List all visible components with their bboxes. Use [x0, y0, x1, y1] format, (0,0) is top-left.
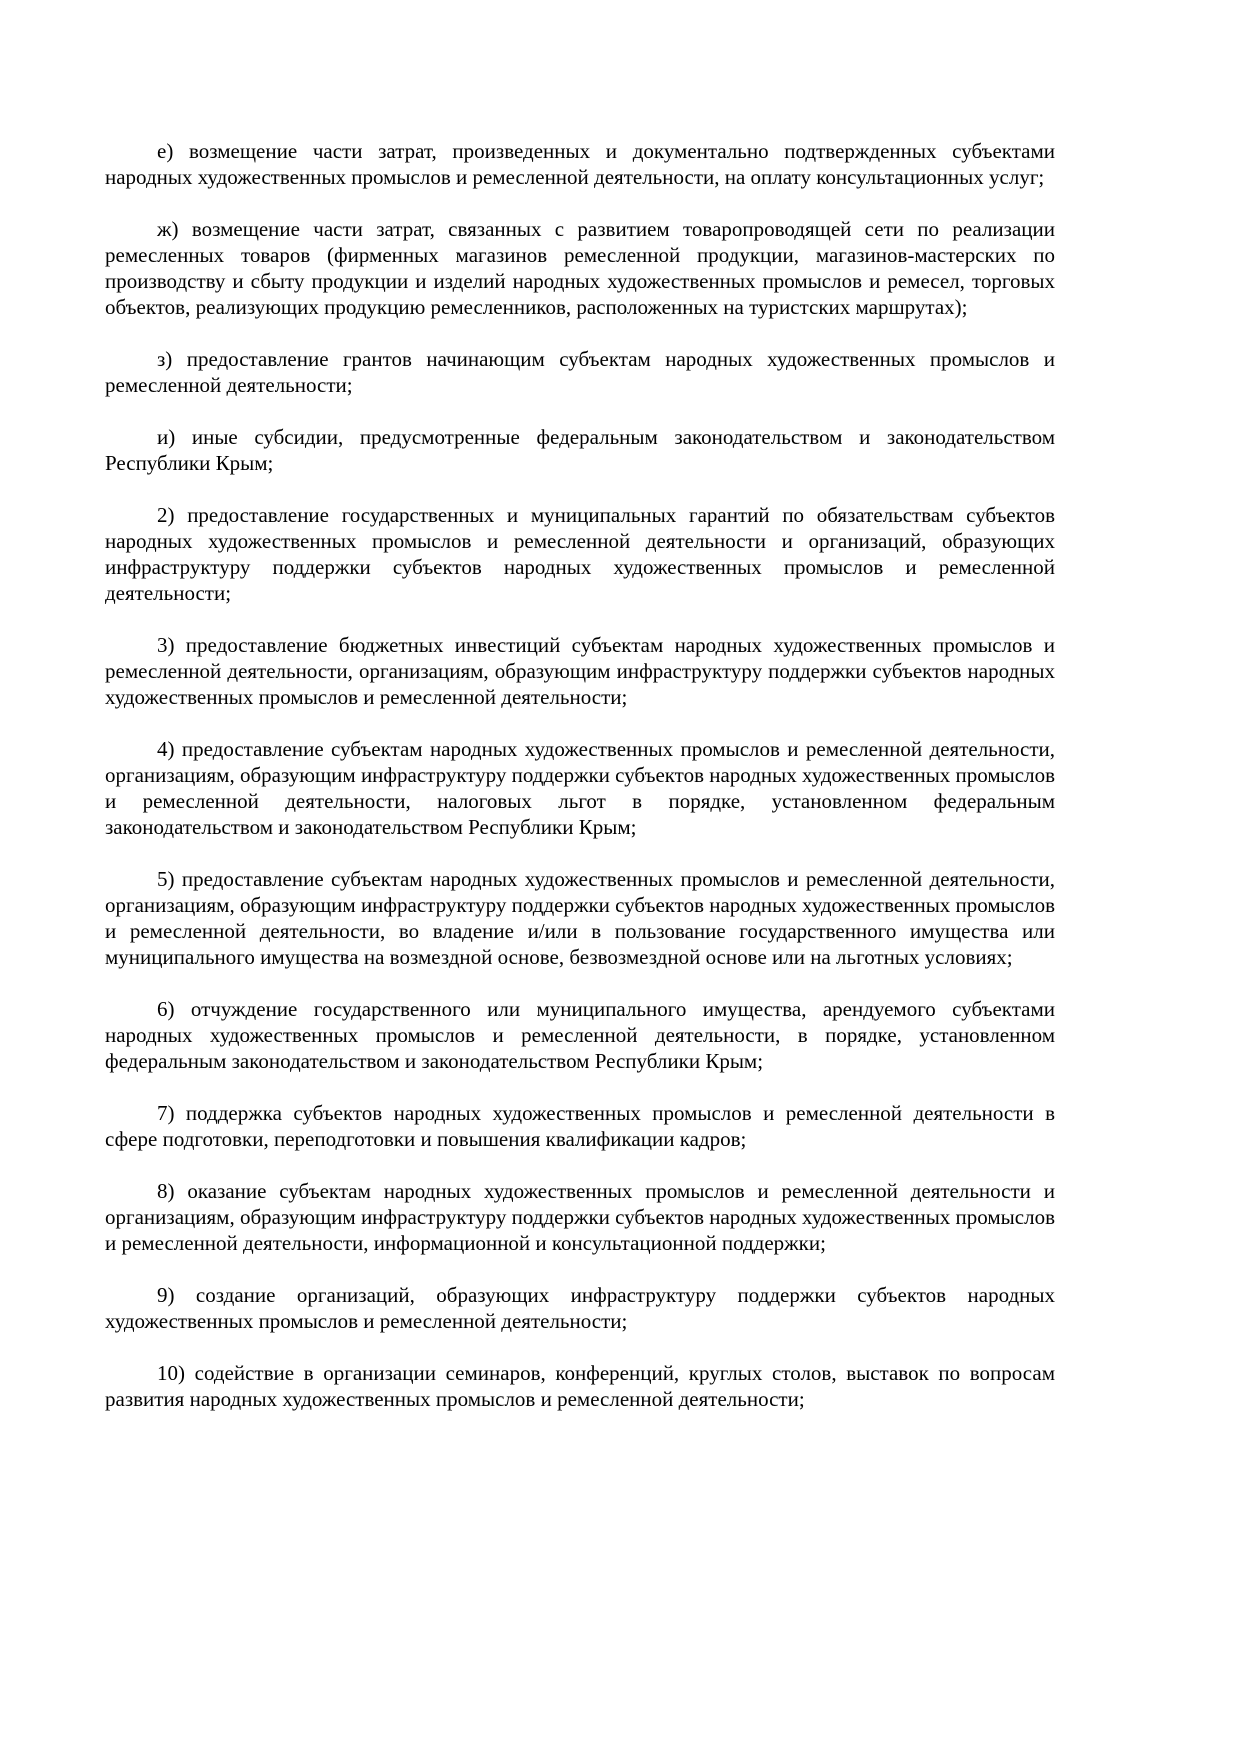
paragraph-item-4: 4) предоставление субъектам народных художественных промыслов и ремесленной деятельности, организациям, образующим инфраструктуру поддержки субъектов народных художественных промыслов и ремесленной деятельности, налоговых льгот в порядке, установленном федеральным законодательством и законодательством Республики Крым; [105, 737, 1056, 839]
paragraph-item-8: 8) оказание субъектам народных художественных промыслов и ремесленной деятельности и организациям, образующим инфраструктуру поддержки субъектов народных художественных промыслов и ремесленной деятельности, информационной и консультационной поддержки; [105, 1179, 1056, 1255]
paragraph-item-9: 9) создание организаций, образующих инфраструктуру поддержки субъектов народных художественных промыслов и ремесленной деятельности; [105, 1283, 1055, 1333]
paragraph-item-e: е) возмещение части затрат, произведенных и документально подтвержденных субъектами народных художественных промыслов и ремесленной деятельности, на оплату консультационных услуг; [105, 139, 1055, 189]
paragraph-item-5: 5) предоставление субъектам народных художественных промыслов и ремесленной деятельности, организациям, образующим инфраструктуру поддержки субъектов народных художественных промыслов и ремесленной деятельности, во владение и/или в пользование государственного имущества или муниципального имущества на возмездной основе, безвозмездной основе или на льготных условиях; [105, 867, 1056, 969]
paragraph-item-2: 2) предоставление государственных и муниципальных гарантий по обязательствам субъектов народных художественных промыслов и ремесленной деятельности и организаций, образующих инфраструктуру поддержки субъектов народных художественных промыслов и ремесленной деятельности; [105, 503, 1055, 605]
paragraph-item-7: 7) поддержка субъектов народных художественных промыслов и ремесленной деятельности в сфере подготовки, переподготовки и повышения квалификации кадров; [105, 1101, 1055, 1151]
paragraph-item-10: 10) содействие в организации семинаров, конференций, круглых столов, выставок по вопросам развития народных художественных промыслов и ремесленной деятельности; [105, 1361, 1055, 1411]
document-body [105, 138, 1055, 1412]
paragraph-item-i: и) иные субсидии, предусмотренные федеральным законодательством и законодательством Республики Крым; [105, 425, 1055, 475]
paragraph-item-6: 6) отчуждение государственного или муниципального имущества, арендуемого субъектами народных художественных промыслов и ремесленной деятельности, в порядке, установленном федеральным законодательством и законодательством Республики Крым; [105, 997, 1055, 1073]
paragraph-item-z: з) предоставление грантов начинающим субъектам народных художественных промыслов и ремесленной деятельности; [105, 347, 1055, 397]
paragraph-item-3: 3) предоставление бюджетных инвестиций субъектам народных художественных промыслов и ремесленной деятельности, организациям, образующим инфраструктуру поддержки субъектов народных художественных промыслов и ремесленной деятельности; [105, 633, 1055, 709]
paragraph-item-zh: ж) возмещение части затрат, связанных с развитием товаропроводящей сети по реализации ремесленных товаров (фирменных магазинов ремесленной продукции, магазинов-мастерских по производству и сбыту продукции и изделий народных художественных промыслов и ремесел, торговых объектов, реализующих продукцию ремесленников, расположенных на туристских маршрутах); [105, 217, 1055, 319]
